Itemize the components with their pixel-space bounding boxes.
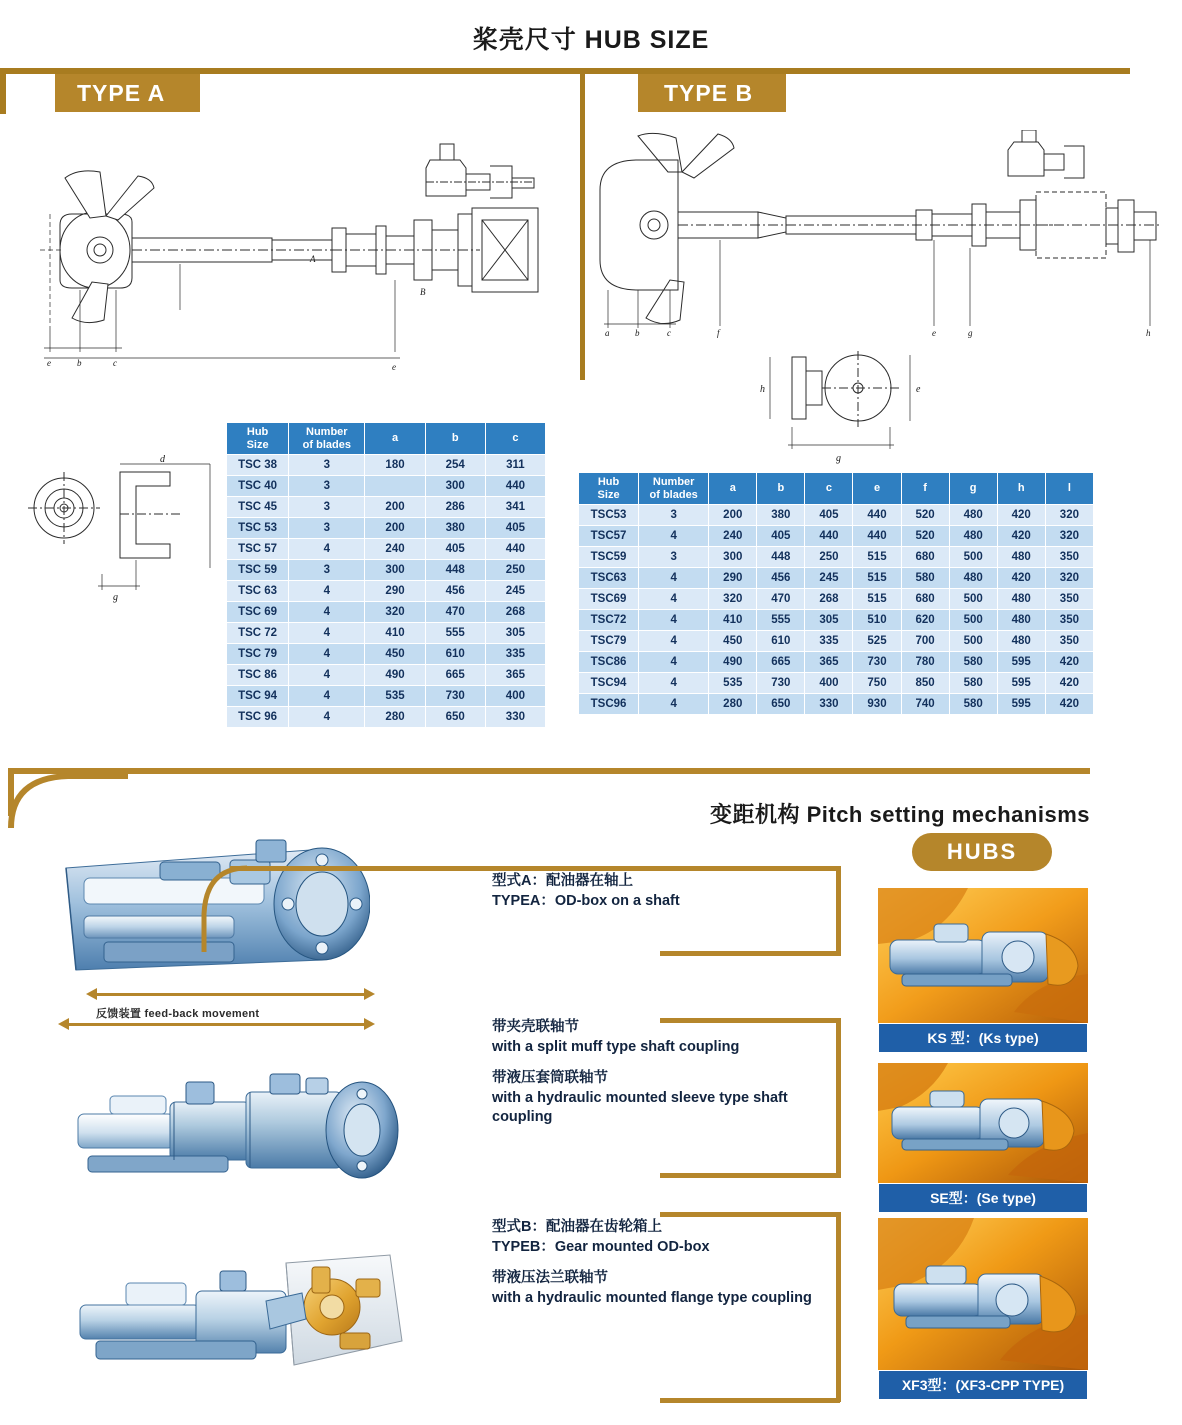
table-b-col-b: b [757, 473, 805, 505]
table-row: TSC 86 4 490 665 365 [227, 665, 546, 686]
table-a-body [227, 455, 546, 728]
svg-text:e: e [932, 328, 936, 338]
type-b-flange-detail [730, 345, 950, 465]
table-b-body [579, 505, 1094, 715]
callout-couplings-text [492, 1018, 822, 1128]
callout-1-bracket-curve [190, 864, 250, 954]
table-a-col-b: b [425, 423, 485, 455]
table-row: TSC 53 3 200 380 405 [227, 518, 546, 539]
table-row: TSC59 3 300 448 250 515 680 500 480 350 [579, 547, 1094, 568]
table-b-col-g: g [949, 473, 997, 505]
svg-text:b: b [635, 328, 640, 338]
svg-text:B: B [420, 287, 426, 297]
type-b-label: TYPE B [664, 79, 754, 106]
table-b-col-a: a [709, 473, 757, 505]
svg-text:c: c [113, 358, 117, 368]
type-b-assembly-drawing [590, 130, 1170, 340]
callout-type-b-text [492, 1218, 822, 1308]
callout-2-bracket-bottom-arm [660, 1173, 840, 1178]
table-a-col-a: a [365, 423, 425, 455]
type-a-assembly-drawing [20, 130, 565, 370]
svg-text:h: h [760, 384, 765, 395]
hub-image-xf3 [878, 1218, 1088, 1370]
callout-2-line2: with a split muff type shaft coupling [492, 1038, 740, 1055]
banner-rule-left-down [0, 68, 6, 114]
table-a-header-row [227, 423, 546, 455]
table-b-col-hub-size: Hub Size [579, 473, 639, 505]
hub-card-xf3 [878, 1218, 1088, 1400]
table-b-col-h: h [997, 473, 1045, 505]
table-type-a [226, 422, 546, 728]
table-row: TSC 38 3 180 254 311 [227, 455, 546, 476]
table-b-col-blades: Number of blades [639, 473, 709, 505]
callout-3-line3: 带液压法兰联轴节 [492, 1270, 608, 1287]
svg-text:g: g [836, 453, 841, 464]
svg-text:c: c [667, 328, 671, 338]
svg-text:b: b [77, 358, 82, 368]
table-b-col-e: e [853, 473, 901, 505]
table-row: TSC94 4 535 730 400 750 850 580 595 420 [579, 673, 1094, 694]
table-b-col-l: l [1045, 473, 1093, 505]
type-b-banner [638, 74, 786, 112]
table-row: TSC 63 4 290 456 245 [227, 581, 546, 602]
feedback-arrow-head-right-lower [364, 1018, 375, 1030]
lower-section-rule [8, 768, 1090, 774]
feedback-arrow-upper [96, 993, 364, 996]
table-row: TSC 40 3 300 440 [227, 476, 546, 497]
table-row: TSC 96 4 280 650 330 [227, 707, 546, 728]
callout-3-bracket-bottom-arm [660, 1398, 840, 1403]
section-title: 变距机构 Pitch setting mechanisms [709, 802, 1090, 827]
callout-1-bracket-top [230, 866, 840, 871]
table-row: TSC69 4 320 470 268 515 680 500 480 350 [579, 589, 1094, 610]
hub-caption-se: SE型：(Se type) [878, 1183, 1088, 1213]
hub-card-se [878, 1063, 1088, 1213]
photo-split-muff-coupling [70, 1052, 400, 1202]
callout-2-line3: 带液压套筒联轴节 [492, 1070, 608, 1087]
svg-text:g: g [113, 592, 118, 603]
callout-3-bracket-left [836, 1212, 841, 1402]
table-row: TSC 79 4 450 610 335 [227, 644, 546, 665]
table-row: TSC 45 3 200 286 341 [227, 497, 546, 518]
banner-rule-divider [580, 74, 585, 380]
table-row: TSC79 4 450 610 335 525 700 500 480 350 [579, 631, 1094, 652]
hub-caption-xf3: XF3型：(XF3-CPP TYPE) [878, 1370, 1088, 1400]
callout-3-line4: with a hydraulic mounted flange type coupling [492, 1289, 812, 1306]
callout-3-bracket-top-arm [660, 1212, 840, 1217]
callout-1-line2: TYPEA：OD-box on a shaft [492, 892, 680, 909]
table-row: TSC 72 4 410 555 305 [227, 623, 546, 644]
feedback-arrow-head-right-upper [364, 988, 375, 1000]
table-type-b [578, 472, 1094, 715]
table-row: TSC72 4 410 555 305 510 620 500 480 350 [579, 610, 1094, 631]
svg-text:e: e [916, 384, 921, 395]
table-b-header-row [579, 473, 1094, 505]
svg-text:e: e [392, 362, 396, 370]
table-row: TSC 59 3 300 448 250 [227, 560, 546, 581]
table-a-col-c: c [485, 423, 545, 455]
hubs-badge: HUBS [912, 833, 1052, 871]
feedback-movement-label: 反馈装置 feed-back movement [96, 1008, 260, 1020]
hub-card-ks [878, 888, 1088, 1053]
svg-text:f: f [717, 328, 720, 338]
svg-text:e: e [47, 358, 51, 368]
callout-1-line1: 型式A：配油器在轴上 [492, 873, 633, 889]
table-a-col-hub-size: Hub Size [227, 423, 289, 455]
feedback-arrow-lower [68, 1023, 364, 1026]
hub-caption-ks: KS 型：(Ks type) [878, 1023, 1088, 1053]
table-row: TSC86 4 490 665 365 730 780 580 595 420 [579, 652, 1094, 673]
callout-1-bracket-bottom-arm [660, 951, 840, 956]
callout-2-line1: 带夹壳联轴节 [492, 1019, 579, 1035]
table-b-col-f: f [901, 473, 949, 505]
table-row: TSC 94 4 535 730 400 [227, 686, 546, 707]
svg-text:A: A [310, 254, 316, 264]
callout-2-line4: with a hydraulic mounted sleeve type shaft coupling [492, 1089, 788, 1126]
svg-text:a: a [605, 328, 610, 338]
table-row: TSC 57 4 240 405 440 [227, 539, 546, 560]
table-b-col-c: c [805, 473, 853, 505]
hub-section-detail [20, 450, 220, 610]
svg-text:h: h [1146, 328, 1151, 338]
callout-2-bracket-left [836, 1018, 841, 1178]
table-row: TSC63 4 290 456 245 515 580 480 420 320 [579, 568, 1094, 589]
type-a-label: TYPE A [77, 79, 166, 106]
table-row: TSC96 4 280 650 330 930 740 580 595 420 [579, 694, 1094, 715]
callout-1-bracket-bottom [836, 866, 841, 956]
table-row: TSC57 4 240 405 440 440 520 480 420 320 [579, 526, 1094, 547]
feedback-arrow-head-left-lower [58, 1018, 69, 1030]
callout-3-line2: TYPEB：Gear mounted OD-box [492, 1238, 710, 1255]
callout-type-a-text [492, 872, 832, 911]
feedback-arrow-head-left-upper [86, 988, 97, 1000]
table-row: TSC53 3 200 380 405 440 520 480 420 320 [579, 505, 1094, 526]
hub-image-se [878, 1063, 1088, 1183]
callout-3-line1: 型式B：配油器在齿轮箱上 [492, 1219, 662, 1235]
page-title: 桨壳尺寸 HUB SIZE [472, 26, 710, 54]
table-a-col-blades: Number of blades [289, 423, 365, 455]
type-a-banner [55, 74, 200, 112]
photo-gear-mounted-od-box [70, 1245, 410, 1395]
svg-text:d: d [160, 454, 165, 465]
table-row: TSC 69 4 320 470 268 [227, 602, 546, 623]
svg-text:g: g [968, 328, 973, 338]
hub-image-ks [878, 888, 1088, 1023]
